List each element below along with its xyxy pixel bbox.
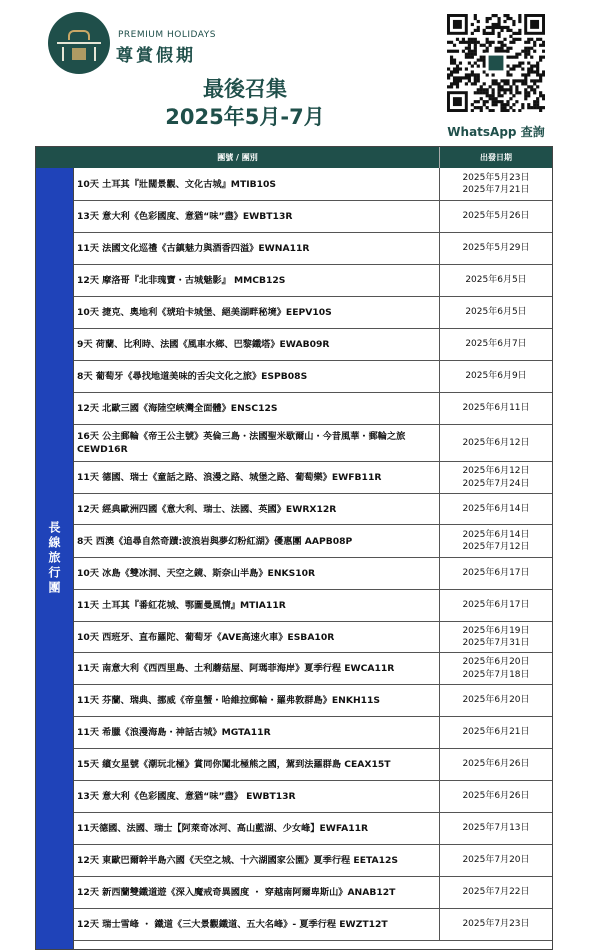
departure-dates: [440, 168, 552, 200]
table-row[interactable]: [74, 653, 552, 685]
tour-name: 16天 公主郵輪《帝王公主號》英倫三島・法國聖米歇爾山・今昔風華・郵輪之旅 CEWD16R: [74, 425, 440, 461]
tour-column-header: 團號 / 團別: [36, 147, 440, 168]
departure-dates: [440, 622, 552, 652]
departure-date: 2025年5月29日: [462, 243, 530, 254]
departure-date: 2025年6月21日: [462, 727, 530, 738]
tour-name: 11天 德國、瑞士《童話之路、浪漫之路、城堡之路、葡萄樂》EWFB11R: [74, 462, 440, 493]
table-row[interactable]: [74, 425, 552, 462]
tour-name: 10天 冰島《雙冰洞、天空之鏡、斯奈山半島》ENKS10R: [74, 558, 440, 589]
departure-dates: [440, 781, 552, 812]
departure-date: 2025年6月12日: [462, 437, 530, 448]
departure-dates: [440, 558, 552, 589]
departure-date: 2025年6月12日: [462, 466, 530, 476]
departure-dates: [440, 845, 552, 876]
departure-dates: [440, 525, 552, 557]
table-row[interactable]: [74, 494, 552, 525]
departure-dates: [440, 329, 552, 360]
table-row[interactable]: [74, 781, 552, 813]
departure-date: 2025年6月9日: [465, 371, 527, 382]
tour-name: 10天 土耳其『壯闊景觀、文化古城』MTIB10S: [74, 168, 440, 200]
departure-date: 2025年6月20日: [462, 657, 530, 667]
tour-name: 12天 新西蘭雙鐵道遊《深入魔戒奇異國度 ・ 穿越南阿爾卑斯山》ANAB12T: [74, 877, 440, 908]
tour-name: 11天 芬蘭、瑞典、挪威《帝皇蟹・哈維拉郵輪・羅弗敦群島》ENKH11S: [74, 685, 440, 716]
departure-dates: [440, 590, 552, 621]
table-row[interactable]: [74, 717, 552, 749]
tour-name: 13天 意大利《色彩國度、意猶“味”盡》 EWBT13R: [74, 781, 440, 812]
tour-name: 15天 繽女星號《潮玩北極》賞同你闖北極熊之國，駕到法羅群島 CEAX15T: [74, 749, 440, 780]
tour-name: 9天 荷蘭、比利時、法國《風車水鄉、巴黎鐵塔》EWAB09R: [74, 329, 440, 360]
table-row[interactable]: [74, 685, 552, 717]
departure-date: 2025年7月24日: [462, 478, 530, 489]
whatsapp-qr-code[interactable]: [447, 14, 545, 112]
tour-name: 12天 北歐三國《海陸空峽灣全面體》ENSC12S: [74, 393, 440, 424]
tour-name: 12天 瑞士雪峰 ・ 鐵道《三大景觀鐵道、五大名峰》- 夏季行程 EWZT12T: [74, 909, 440, 940]
departure-date: 2025年6月26日: [462, 759, 530, 770]
departure-date: 2025年7月22日: [462, 887, 530, 898]
departure-dates: [440, 653, 552, 684]
tour-name: 10天 捷克、奧地利《琥珀卡城堡、絕美湖畔秘境》EEPV10S: [74, 297, 440, 328]
departure-date: 2025年7月23日: [462, 919, 530, 930]
departure-dates: [440, 462, 552, 493]
departure-date: 2025年6月11日: [462, 403, 530, 414]
tour-name: 12天 東歐巴爾幹半島六國《天空之城、十六湖國家公園》夏季行程 EETA12S: [74, 845, 440, 876]
table-row[interactable]: [74, 749, 552, 781]
departure-date: 2025年5月26日: [462, 211, 530, 222]
page-title: 最後召集: [203, 77, 287, 101]
brand-name-zh: 尊賞假期: [116, 46, 196, 66]
table-row[interactable]: [74, 525, 552, 558]
departure-date: 2025年7月20日: [462, 855, 530, 866]
tour-name: 10天 西班牙、直布羅陀、葡萄牙《AVE高速火車》ESBA10R: [74, 622, 440, 652]
page-subtitle: 2025年5月-7月: [165, 105, 325, 129]
tour-name: 12天 摩洛哥『北非瑰寶・古城魅影』 MMCB12S: [74, 265, 440, 296]
tour-name: 13天 意大利《色彩國度、意猶“味”盡》EWBT13R: [74, 201, 440, 232]
tour-name: 8天 葡萄牙《尋找地道美味的舌尖文化之旅》ESPB08S: [74, 361, 440, 392]
departure-date: 2025年5月23日: [462, 172, 530, 183]
departure-dates: [440, 425, 552, 461]
tour-name: 11天 南意大利《西西里島、土利蘑菇屋、阿瑪菲海岸》夏季行程 EWCA11R: [74, 653, 440, 684]
whatsapp-label: WhatsApp 查詢: [447, 125, 545, 139]
tour-name: 8天 西澳《追尋自然奇蹟:波浪岩與夢幻粉紅湖》優惠團 AAPB08P: [74, 525, 440, 557]
departure-date: 2025年6月14日: [462, 529, 530, 540]
tour-rows: [74, 168, 552, 941]
departure-date: 2025年6月20日: [462, 695, 530, 706]
table-header: [36, 147, 552, 168]
tour-name: 11天 希臘《浪漫海島・神話古城》MGTA11R: [74, 717, 440, 748]
departure-dates: [440, 201, 552, 232]
tour-name: 12天 經典歐洲四國《意大利、瑞士、法國、英國》EWRX12R: [74, 494, 440, 524]
departure-dates: [440, 813, 552, 844]
brand-name-en: PREMIUM HOLIDAYS: [118, 30, 216, 40]
table-row[interactable]: [74, 201, 552, 233]
brand-logo: [48, 12, 110, 74]
table-row[interactable]: [74, 877, 552, 909]
departure-date: 2025年6月7日: [465, 339, 527, 350]
departure-date: 2025年7月21日: [462, 185, 530, 195]
category-label: 長線旅行團: [36, 168, 74, 949]
departure-dates: [440, 877, 552, 908]
table-row[interactable]: [74, 265, 552, 297]
table-row[interactable]: [74, 845, 552, 877]
departure-date: 2025年6月17日: [462, 568, 530, 579]
departure-date: 2025年6月26日: [462, 791, 530, 802]
table-row[interactable]: [74, 361, 552, 393]
table-row[interactable]: [74, 393, 552, 425]
table-row[interactable]: [74, 233, 552, 265]
departure-date: 2025年6月14日: [462, 503, 530, 514]
departure-dates: [440, 717, 552, 748]
table-row[interactable]: [74, 590, 552, 622]
table-row[interactable]: [74, 909, 552, 941]
table-row[interactable]: [74, 297, 552, 329]
departure-dates: [440, 233, 552, 264]
table-row[interactable]: [74, 168, 552, 201]
departure-date: 2025年7月13日: [462, 823, 530, 834]
departure-date: 2025年6月17日: [462, 600, 530, 611]
departure-dates: [440, 393, 552, 424]
departure-date: 2025年7月31日: [462, 638, 530, 648]
departure-dates: [440, 685, 552, 716]
departure-date: 2025年7月12日: [462, 542, 530, 552]
date-column-header: 出發日期: [480, 153, 512, 162]
tour-name: 11天德國、法國、瑞士【阿萊奇冰河、高山藍湖、少女峰】EWFA11R: [74, 813, 440, 844]
departure-dates: [440, 265, 552, 296]
table-row[interactable]: [74, 813, 552, 845]
table-row[interactable]: [74, 462, 552, 494]
departure-dates: [440, 909, 552, 940]
tour-table: [35, 146, 553, 950]
departure-dates: [440, 494, 552, 524]
table-row[interactable]: [74, 329, 552, 361]
table-row[interactable]: [74, 622, 552, 653]
tour-name: 11天 土耳其『番紅花城、鄂圖曼風情』MTIA11R: [74, 590, 440, 621]
departure-dates: [440, 361, 552, 392]
departure-date: 2025年7月18日: [462, 669, 530, 680]
departure-date: 2025年6月19日: [462, 625, 530, 636]
departure-dates: [440, 297, 552, 328]
tour-name: 11天 法國文化巡禮《古鎮魅力與酒香四溢》EWNA11R: [74, 233, 440, 264]
departure-date: 2025年6月5日: [465, 275, 527, 286]
departure-date: 2025年6月5日: [465, 307, 527, 318]
table-row[interactable]: [74, 558, 552, 590]
departure-dates: [440, 749, 552, 780]
